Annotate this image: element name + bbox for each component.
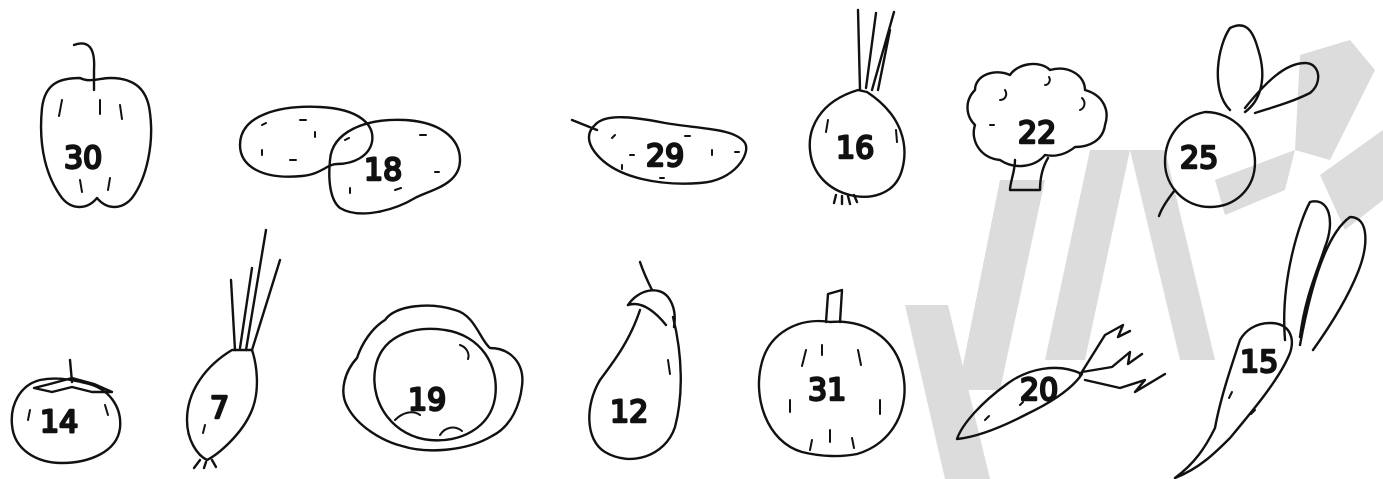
vegetable-number: 22 (1018, 116, 1057, 151)
eggplant (589, 262, 680, 459)
vegetable-number: 31 (808, 373, 847, 408)
vegetable-number: 19 (408, 383, 447, 418)
watermark (905, 40, 1383, 479)
cabbage (343, 306, 522, 451)
vegetable-number: 16 (836, 131, 875, 166)
cucumber (572, 117, 746, 183)
green-onion (187, 230, 280, 468)
vegetable-number: 7 (210, 391, 230, 426)
pumpkin (759, 290, 905, 456)
vegetable-number: 14 (40, 405, 79, 440)
vegetable-number: 12 (610, 395, 649, 430)
potatoes (240, 107, 460, 214)
vegetable-number: 29 (646, 139, 685, 174)
onion-bulb (810, 10, 905, 204)
vegetable-number: 18 (364, 153, 403, 188)
bell-pepper (41, 43, 151, 207)
vegetable-number: 20 (1020, 373, 1059, 408)
vegetable-number: 30 (64, 141, 103, 176)
tomato (12, 360, 120, 463)
vegetable-number: 15 (1240, 345, 1279, 380)
vegetable-number: 25 (1180, 141, 1219, 176)
